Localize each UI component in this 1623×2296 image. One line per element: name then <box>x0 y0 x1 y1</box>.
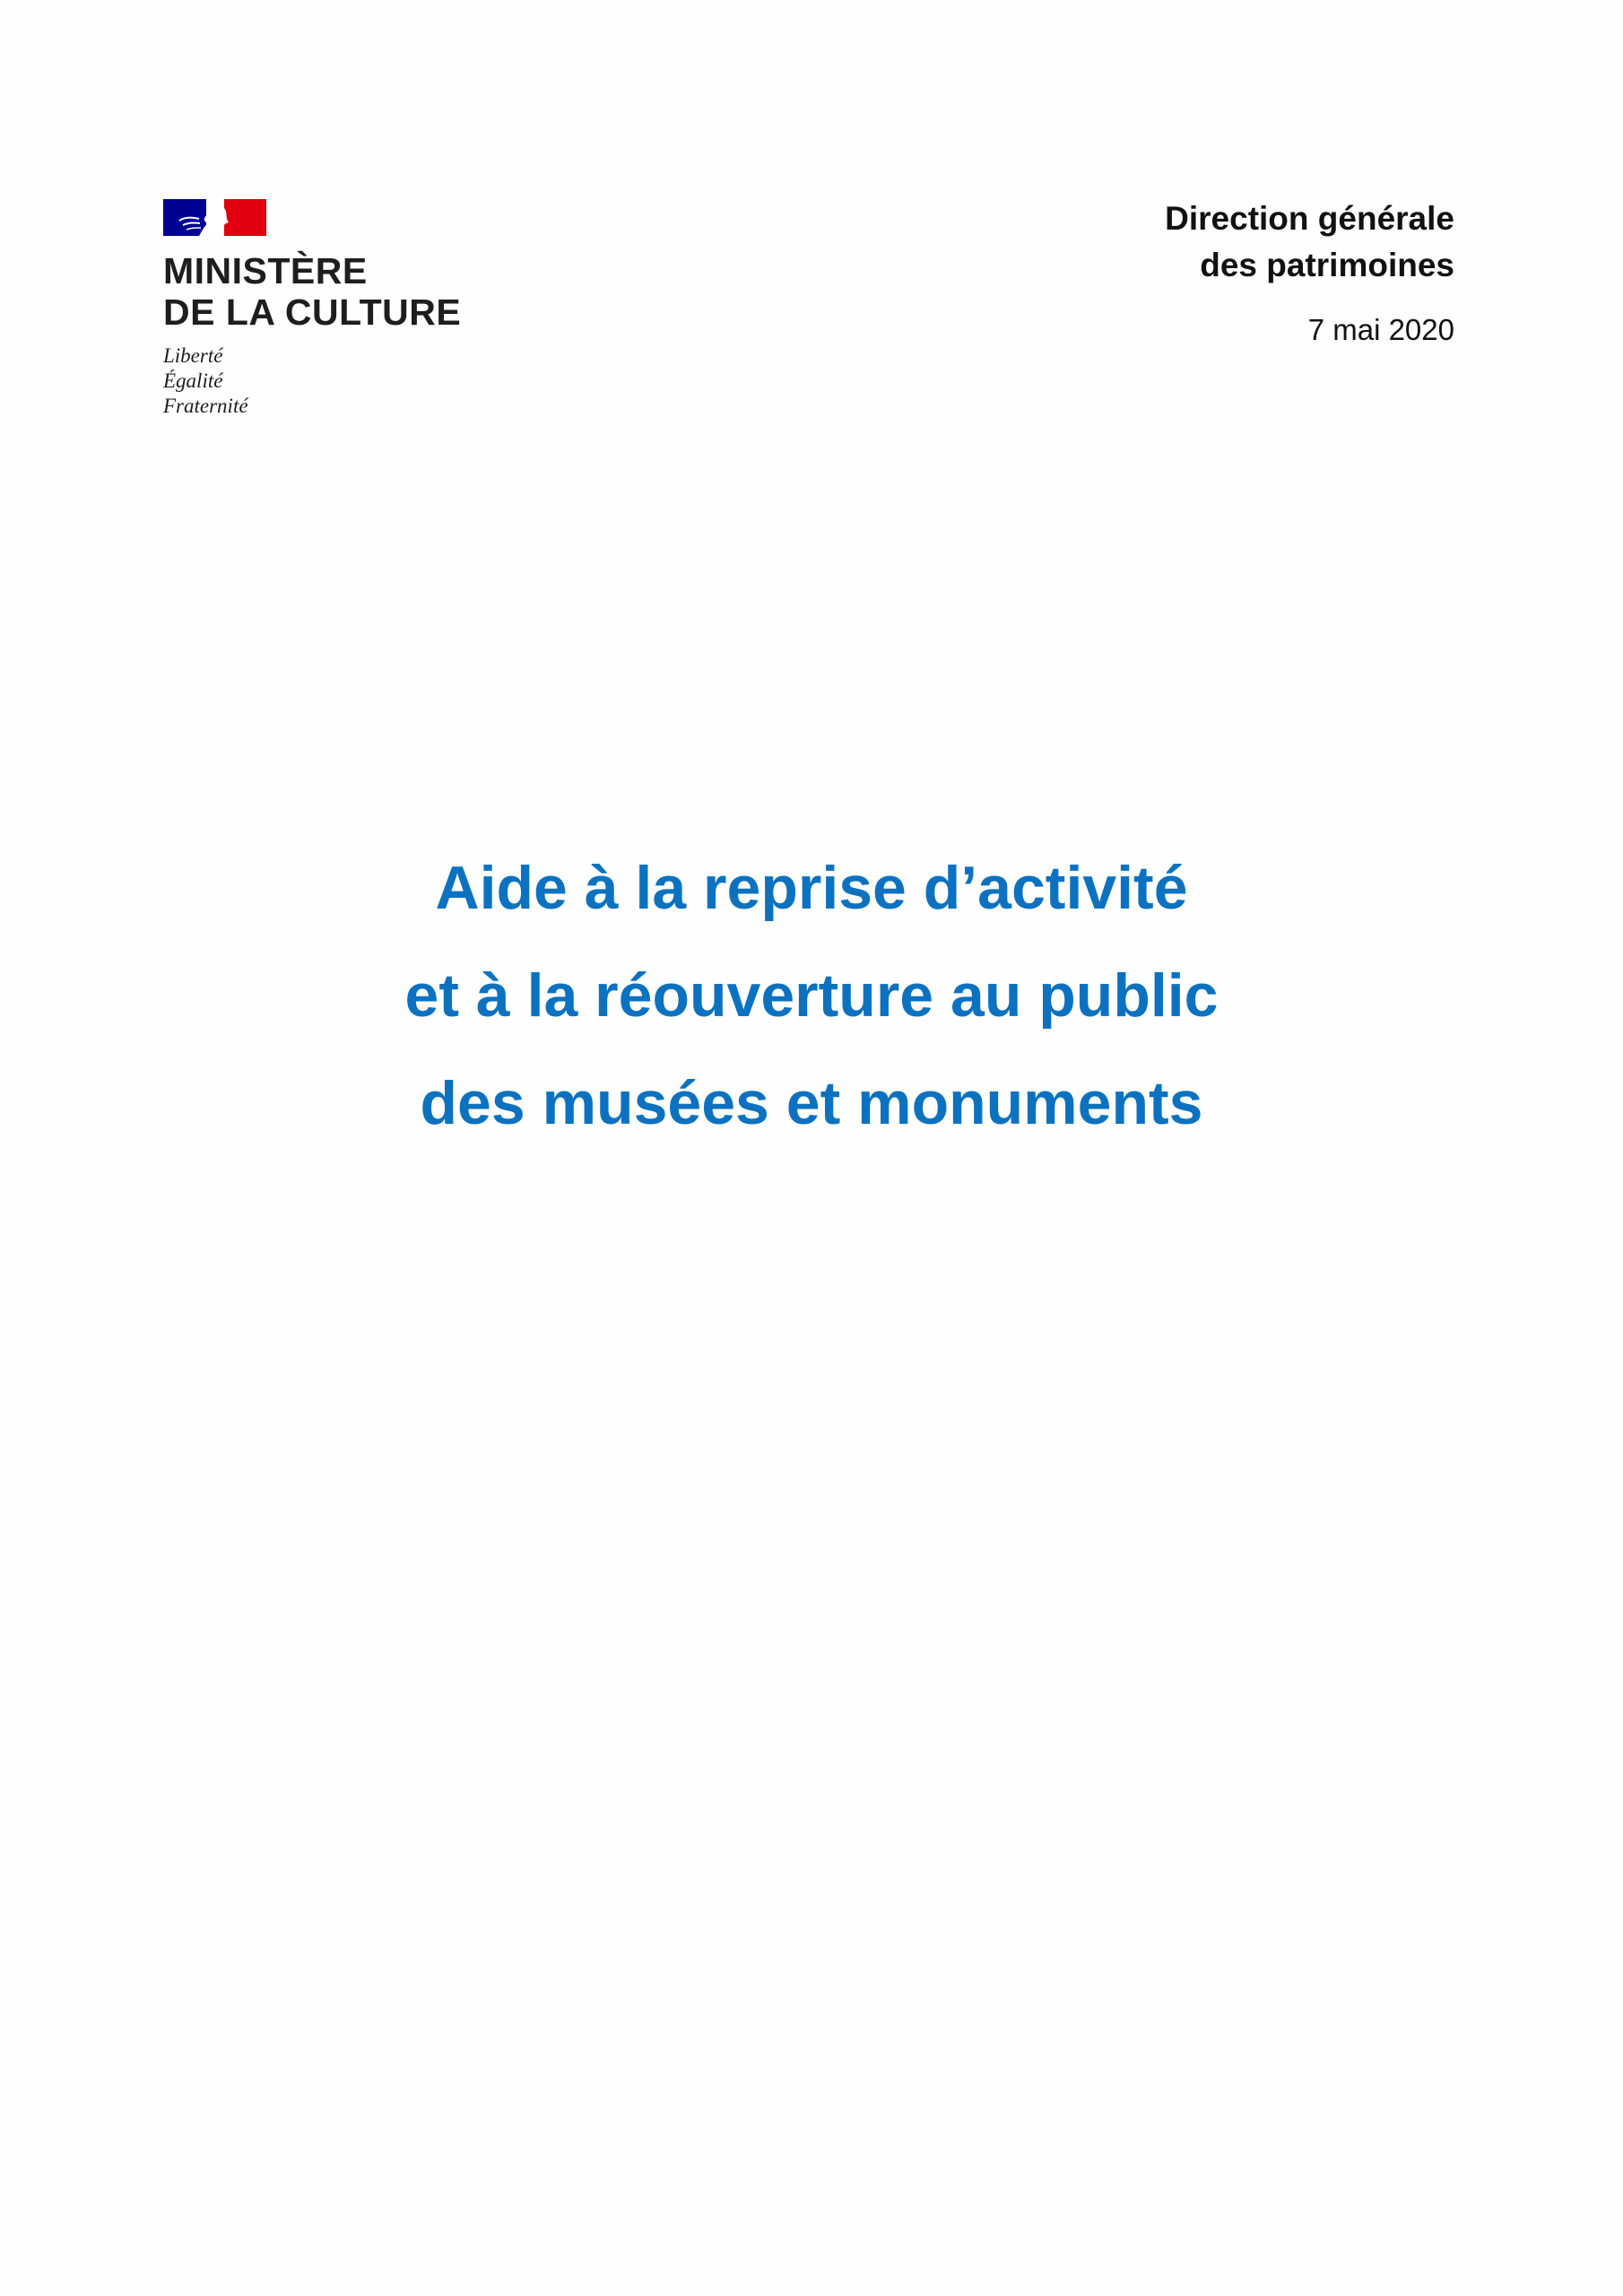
directorate-line: des patrimoines <box>1200 247 1454 283</box>
directorate-line: Direction générale <box>1165 200 1454 237</box>
motto-line: Liberté <box>163 344 223 367</box>
title-line: Aide à la reprise d’activité <box>435 854 1188 922</box>
title-line: et à la réouverture au public <box>404 961 1219 1030</box>
marianne-flag-icon <box>163 199 266 236</box>
document-header <box>1165 196 1454 348</box>
document-date: 7 mai 2020 <box>1307 313 1454 346</box>
title-line: des musées et monuments <box>420 1069 1203 1137</box>
ministry-name <box>163 250 468 333</box>
motto-line: Fraternité <box>163 395 248 417</box>
issuing-directorate <box>1165 196 1454 289</box>
document-title <box>0 834 1623 1157</box>
republic-motto <box>163 344 468 419</box>
ministry-name-line: DE LA CULTURE <box>163 291 462 333</box>
motto-line: Égalité <box>163 370 223 392</box>
ministry-logo <box>163 199 468 419</box>
ministry-name-line: MINISTÈRE <box>163 250 368 291</box>
